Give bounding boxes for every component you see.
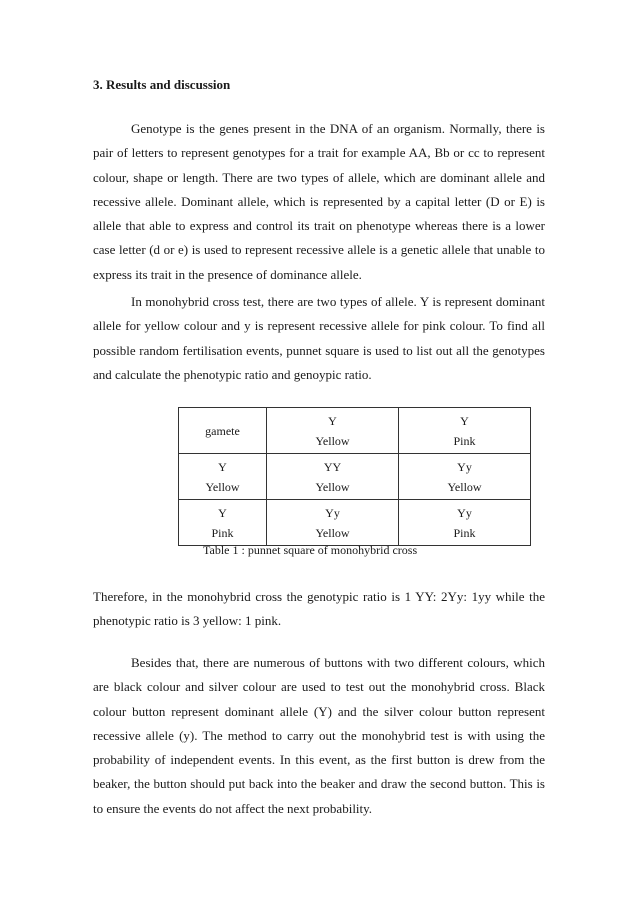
table-corner-cell: [179, 408, 267, 454]
row-allele: Y: [218, 459, 227, 474]
paragraph-genotype: Genotype is the genes present in the DNA of an organism. Normally, there is pair of letters to represent genotypes for a trait for example AA, Bb or cc to represent colour, shape or length. There are two types of allele, which are dominant allele and recessive allele. Dominant allele, which is represented by a capital letter (D or E) is allele that able to express and control its trait on phenotype whereas there is a lower case letter (d or e) is used to represent recessive allele is a genetic allele that unable to express its trait in the presence of dominance allele.: [93, 121, 545, 282]
table-row: [179, 500, 531, 546]
cell-phenotype: Pink: [453, 525, 476, 540]
header-colour: Pink: [453, 433, 476, 448]
table-row: [179, 454, 531, 500]
cell-phenotype: Yellow: [315, 525, 350, 540]
paragraph-ratio: Therefore, in the monohybrid cross the genotypic ratio is 1 YY: 2Yy: 1yy while the phenotypic ratio is 3 yellow: 1 pink.: [93, 589, 545, 629]
paragraph-buttons-method: Besides that, there are numerous of buttons with two different colours, which are black colour and silver colour are used to test out the monohybrid cross. Black colour button represent dominant allele (Y) and the silver colour button represent recessive allele (y). The method to carry out the monohybrid test is with using the probability of independent events. In this event, as the first button is drew from the beaker, the button should put back into the beaker and draw the second button. This is to ensure the events do not affect the next probability.: [93, 655, 545, 816]
table-row-header-cell: [179, 454, 267, 500]
table-cell: [399, 500, 531, 546]
corner-label: gamete: [205, 423, 240, 438]
table-cell: [399, 454, 531, 500]
section-heading: 3. Results and discussion: [93, 77, 231, 92]
table-header-cell: [399, 408, 531, 454]
row-colour: Pink: [211, 525, 234, 540]
header-colour: Yellow: [315, 433, 350, 448]
header-allele: Y: [460, 413, 469, 428]
header-allele: Y: [328, 413, 337, 428]
row-colour: Yellow: [205, 479, 240, 494]
table-cell: [267, 500, 399, 546]
cell-genotype: Yy: [325, 505, 340, 520]
table-header-cell: [267, 408, 399, 454]
paragraph-monohybrid-test: In monohybrid cross test, there are two types of allele. Y is represent dominant allele for yellow colour and y is represent recessive allele for pink colour. To find all possible random fertilisation events, punnet square is used to list out all the genotypes and calculate the phenotypic ratio and genoypic ratio.: [93, 294, 545, 382]
row-allele: Y: [218, 505, 227, 520]
table-header-row: [179, 408, 531, 454]
table-caption: Table 1 : punnet square of monohybrid cross: [203, 543, 418, 557]
cell-genotype: Yy: [457, 505, 472, 520]
punnet-square-table: [178, 407, 531, 546]
cell-genotype: Yy: [457, 459, 472, 474]
cell-phenotype: Yellow: [315, 479, 350, 494]
table-cell: [267, 454, 399, 500]
cell-phenotype: Yellow: [447, 479, 482, 494]
table-row-header-cell: [179, 500, 267, 546]
cell-genotype: YY: [323, 459, 342, 474]
